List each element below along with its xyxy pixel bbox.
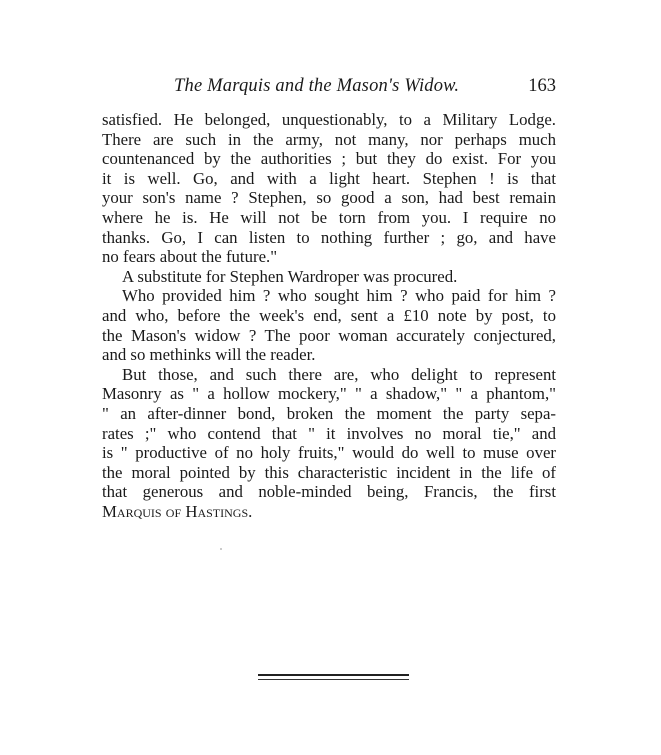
text-line: your son's name ? Stephen, so good a son, had best remain (102, 188, 556, 208)
text-line: " an after-dinner bond, broken the moment the party sepa- (102, 403, 556, 423)
page-number: 163 (528, 76, 556, 96)
text-line: A substitute for Stephen Wardroper was procured. (122, 266, 458, 286)
running-title: The Marquis and the Mason's Widow. (174, 76, 460, 96)
running-head (102, 76, 556, 100)
end-rule-thin (258, 679, 409, 680)
text-line: There are such in the army, not many, nor perhaps much (102, 129, 556, 149)
text-line: and so methinks will the reader. (102, 345, 316, 365)
text-line: the Mason's widow ? The poor woman accurately conjectured, (102, 325, 556, 345)
text-line: Who provided him ? who sought him ? who paid for him ? (122, 286, 556, 306)
text-line: Masonry as " a hollow mockery," " a shadow," " a phantom," (102, 384, 556, 404)
end-rule-thick (258, 674, 409, 676)
text-line: where he is. He will not be torn from you. I require no (102, 207, 556, 227)
paper-speck (220, 548, 222, 550)
text-line: Marquis of Hastings. (102, 501, 253, 521)
text-line: rates ;" who contend that " it involves no moral tie," and (102, 423, 556, 443)
text-line: no fears about the future." (102, 247, 278, 267)
text-line: and who, before the week's end, sent a £10 note by post, to (102, 305, 556, 325)
text-line: countenanced by the authorities ; but they do exist. For you (102, 149, 556, 169)
text-line: that generous and noble-minded being, Francis, the first (102, 482, 556, 502)
text-line: is " productive of no holy fruits," would do well to muse over (102, 443, 556, 463)
text-line: the moral pointed by this characteristic incident in the life of (102, 462, 556, 482)
text-line: satisfied. He belonged, unquestionably, to a Military Lodge. (102, 110, 556, 129)
text-line: thanks. Go, I can listen to nothing further ; go, and have (102, 227, 556, 247)
end-rule (258, 674, 409, 680)
text-line: it is well. Go, and with a light heart. Stephen ! is that (102, 168, 556, 188)
body-text (102, 110, 556, 521)
text-line: But those, and such there are, who delight to represent (122, 364, 556, 384)
